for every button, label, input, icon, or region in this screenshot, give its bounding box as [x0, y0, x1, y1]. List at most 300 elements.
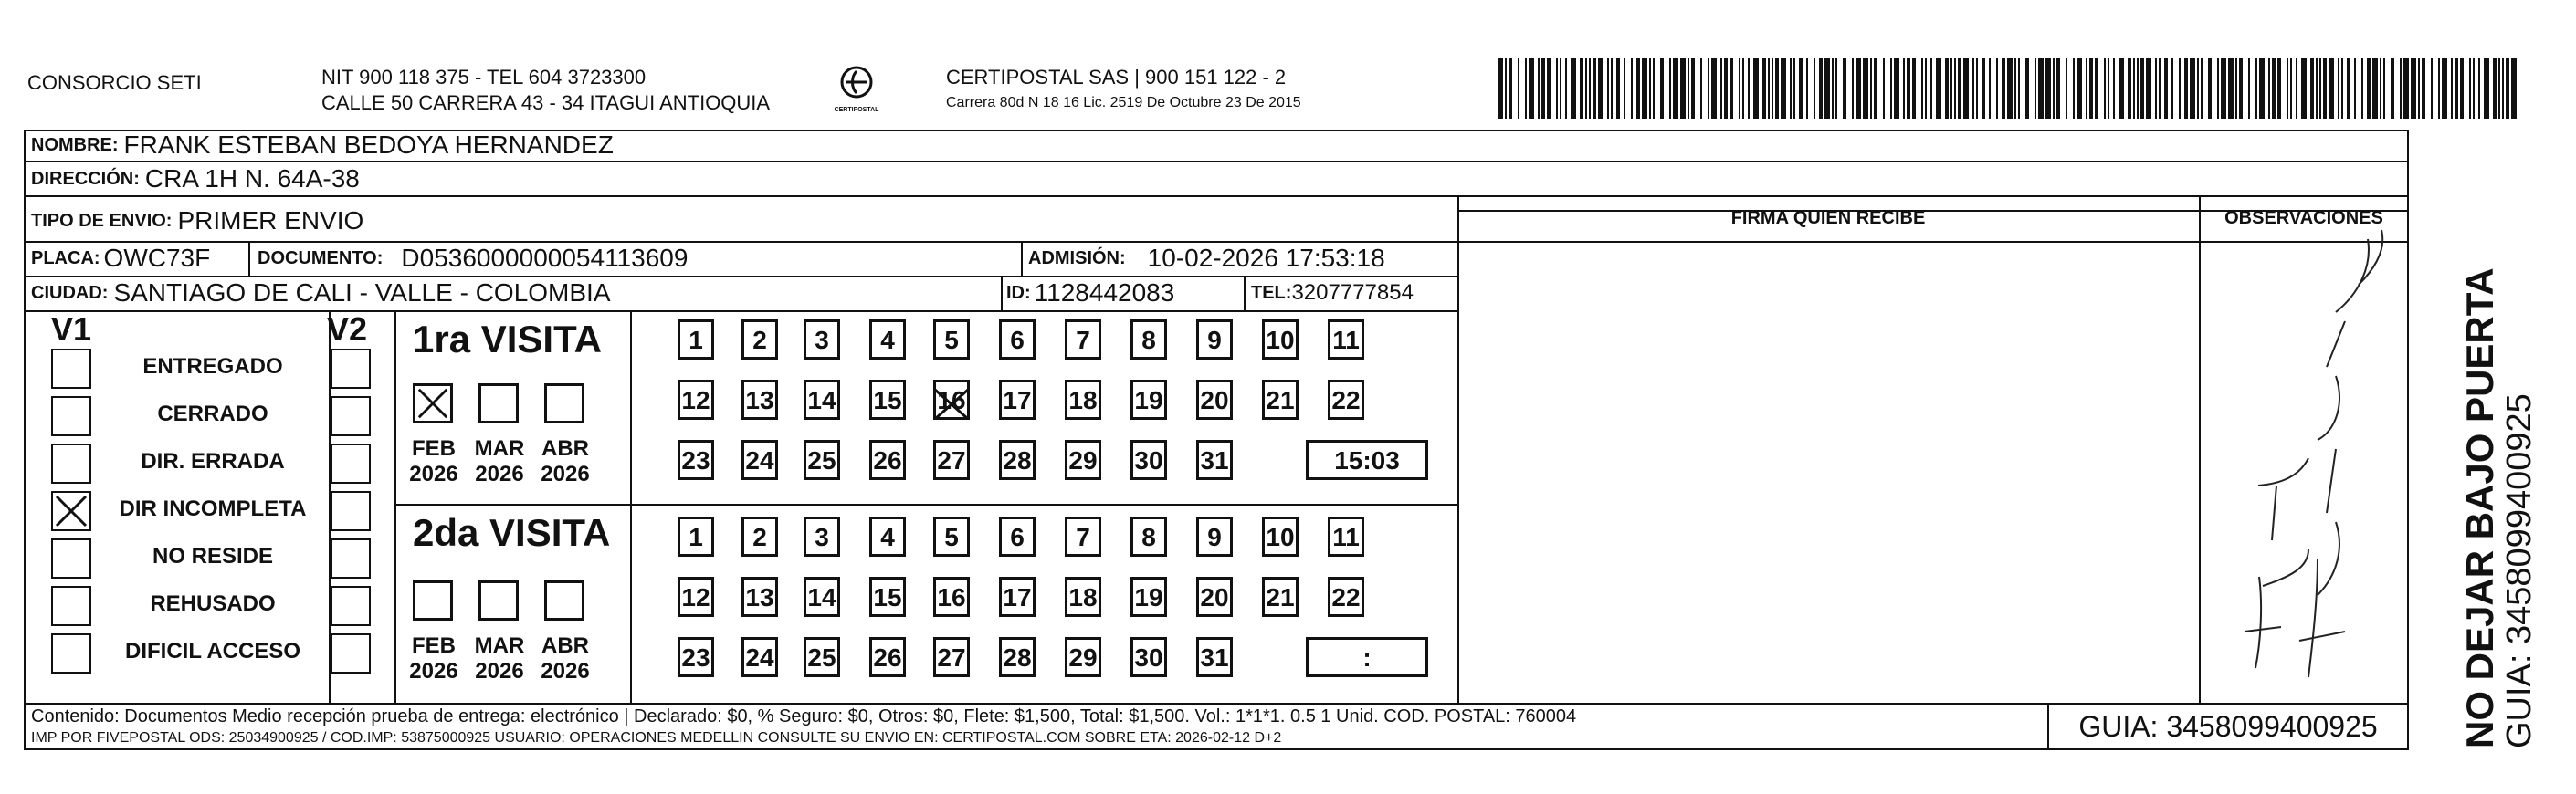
barcode-bar [2128, 58, 2131, 119]
day-box: 8 [1130, 517, 1167, 557]
barcode-bar [1505, 58, 1507, 119]
address-line: CALLE 50 CARRERA 43 - 34 ITAGUI ANTIOQUIA [321, 91, 771, 114]
day-box: 21 [1262, 577, 1299, 617]
barcode-bar [1669, 58, 1671, 119]
nombre-row [31, 130, 614, 161]
barcode-bar [1793, 58, 1795, 119]
id-value: 1128442083 [1034, 278, 1175, 307]
day-box: 16 [933, 577, 970, 617]
barcode-bar [1538, 58, 1540, 119]
day-box: 31 [1196, 440, 1233, 480]
barcode-bar [2119, 58, 2124, 119]
certipostal-line: CERTIPOSTAL SAS | 900 151 122 - 2 [946, 66, 1287, 89]
month-label [402, 436, 466, 487]
barcode-bar [2290, 58, 2292, 119]
barcode-bar [2133, 58, 2135, 119]
ciudad-label: CIUDAD: [31, 282, 109, 303]
barcode-bar [1498, 58, 1503, 119]
day-box: 26 [869, 440, 906, 480]
direccion-label: DIRECCIÓN: [31, 168, 140, 189]
day-box: 25 [804, 440, 840, 480]
barcode-bar [2159, 58, 2161, 119]
barcode-bar [2511, 58, 2517, 119]
barcode-bar [2319, 58, 2321, 119]
day-box: 30 [1130, 440, 1167, 480]
day-box: 28 [999, 440, 1036, 480]
barcode-bar [1976, 58, 1978, 119]
barcode-bar [2354, 58, 2356, 119]
v1-label: V1 [51, 310, 92, 348]
barcode-bar [1748, 58, 1750, 119]
barcode-bar [1529, 58, 1534, 119]
barcode-bar [1996, 58, 1998, 119]
barcode-bar [1611, 58, 1613, 119]
month-checkbox [413, 580, 453, 621]
month-label [402, 633, 466, 684]
day-box: 2 [741, 319, 778, 360]
no-dejar-bajo-puerta: NO DEJAR BAJO PUERTA [2458, 267, 2501, 748]
day-box: 22 [1328, 380, 1364, 420]
barcode-bar [1768, 58, 1770, 119]
barcode-bar [2403, 58, 2409, 119]
certipostal-logo [833, 64, 880, 113]
v1-checkbox [51, 538, 91, 579]
footer-guia: GUIA: 3458099400925 [2078, 709, 2378, 743]
month-name: MAR [474, 436, 525, 461]
barcode-bar [1739, 58, 1740, 119]
barcode-bar [2484, 58, 2489, 119]
day-box: 13 [741, 577, 778, 617]
barcode-bar [1724, 58, 1728, 119]
barcode-bar [1982, 58, 1985, 119]
barcode-bar [2235, 58, 2237, 119]
barcode [1498, 58, 2529, 119]
barcode-bar [2108, 58, 2109, 119]
direccion-row [31, 162, 360, 195]
barcode-bar [1945, 58, 1949, 119]
barcode-bar [1903, 58, 1905, 119]
barcode-bar [1708, 58, 1709, 119]
barcode-bar [1688, 58, 1689, 119]
barcode-bar [1874, 58, 1877, 119]
month-name: ABR [541, 436, 589, 461]
barcode-bar [1624, 58, 1625, 119]
barcode-bar [2077, 58, 2082, 119]
barcode-bar [2014, 58, 2016, 119]
day-box: 7 [1065, 319, 1101, 360]
barcode-bar [1799, 58, 1803, 119]
barcode-bar [2217, 58, 2219, 119]
day-box-marked: 16 [933, 380, 970, 420]
status-label: CERRADO [157, 402, 268, 426]
nombre-label: NOMBRE: [31, 134, 119, 155]
month-checkbox [478, 580, 519, 621]
footer-imp: IMP POR FIVEPOSTAL ODS: 25034900925 / COD.IMP: 53875000925 USUARIO: OPERACIONES MEDELLIN CONSULTE SU ENVIO EN: CERTIPOSTAL.COM SOBRE ETA: 2026-02-12 D+2 [31, 730, 1282, 746]
day-box: 11 [1328, 319, 1364, 360]
status-label: REHUSADO [150, 591, 276, 616]
ciudad-value: SANTIAGO DE CALI - VALLE - COLOMBIA [113, 278, 611, 307]
direccion-value: CRA 1H N. 64A-38 [144, 164, 360, 193]
day-box: 22 [1328, 577, 1364, 617]
admision-cell [1028, 241, 1385, 276]
barcode-bar [1525, 58, 1527, 119]
day-box: 9 [1196, 517, 1233, 557]
day-box: 21 [1262, 380, 1299, 420]
barcode-bar [1863, 58, 1868, 119]
day-box: 19 [1130, 380, 1167, 420]
day-box: 1 [678, 517, 714, 557]
month-label [533, 436, 597, 487]
barcode-bar [2323, 58, 2327, 119]
barcode-bar [2171, 58, 2173, 119]
barcode-bar [1989, 58, 1991, 119]
barcode-bar [2190, 58, 2195, 119]
first-visit-title: 1ra VISITA [413, 318, 602, 360]
v2-checkbox [331, 396, 371, 436]
barcode-bar [1547, 58, 1551, 119]
barcode-bar [1571, 58, 1576, 119]
barcode-bar [2146, 58, 2151, 119]
barcode-bar [1642, 58, 1647, 119]
barcode-bar [1819, 58, 1823, 119]
barcode-bar [2498, 58, 2500, 119]
barcode-bar [1541, 58, 1545, 119]
barcode-bar [2268, 58, 2270, 119]
barcode-bar [1673, 58, 1678, 119]
barcode-bar [2208, 58, 2212, 119]
logo-text: CERTIPOSTAL [834, 107, 879, 113]
barcode-bar [1607, 58, 1609, 119]
day-box: 4 [869, 517, 906, 557]
day-box: 5 [933, 517, 970, 557]
barcode-bar [1972, 58, 1974, 119]
barcode-bar [1925, 58, 1927, 119]
barcode-bar [1921, 58, 1923, 119]
barcode-bar [2221, 58, 2226, 119]
barcode-bar [2038, 58, 2044, 119]
barcode-bar [2506, 58, 2509, 119]
month-checkbox [544, 580, 584, 621]
barcode-bar [2053, 58, 2055, 119]
day-box: 12 [678, 577, 714, 617]
observaciones-label: OBSERVACIONES [2224, 208, 2383, 228]
barcode-bar [2137, 58, 2139, 119]
barcode-bar [1660, 58, 1664, 119]
barcode-bar [1912, 58, 1916, 119]
barcode-bar [2272, 58, 2276, 119]
barcode-bar [2383, 58, 2385, 119]
day-box: 15 [869, 577, 906, 617]
barcode-bar [2338, 58, 2339, 119]
day-box: 17 [999, 380, 1036, 420]
day-box: 10 [1262, 517, 1299, 557]
documento-value: D0536000000054113609 [401, 244, 689, 272]
day-box: 24 [741, 637, 778, 677]
observation-handwriting [2199, 212, 2409, 703]
status-label: DIR INCOMPLETA [119, 496, 307, 521]
barcode-bar [1518, 58, 1519, 119]
barcode-bar [2007, 58, 2013, 119]
day-box: 24 [741, 440, 778, 480]
barcode-bar [2164, 58, 2168, 119]
day-box: 3 [804, 517, 840, 557]
v2-checkbox [331, 538, 371, 579]
day-box: 26 [869, 637, 906, 677]
barcode-bar [1753, 58, 1759, 119]
barcode-bar [1775, 58, 1779, 119]
barcode-bar [1556, 58, 1558, 119]
nombre-value: FRANK ESTEBAN BEDOYA HERNANDEZ [123, 131, 614, 159]
barcode-bar [2391, 58, 2394, 119]
barcode-bar [1680, 58, 1686, 119]
barcode-bar [2239, 58, 2243, 119]
firma-label: FIRMA QUIEN RECIBE [1730, 208, 1926, 228]
barcode-bar [2197, 58, 2199, 119]
barcode-bar [1894, 58, 1899, 119]
barcode-bar [2455, 58, 2458, 119]
barcode-bar [2493, 58, 2497, 119]
barcode-bar [2372, 58, 2378, 119]
barcode-bar [2104, 58, 2106, 119]
footer-contenido: Contenido: Documentos Medio recepción prueba de entrega: electrónico | Declarado: $0, % Seguro: $0, Otros: $0, Flete: $1,500, Total: $1,500. Vol.: 1*1*1. 0.5 1 Unid. COD. POSTAL: 760004 [31, 706, 1577, 726]
barcode-bar [2248, 58, 2250, 119]
barcode-bar [2469, 58, 2471, 119]
barcode-bar [2113, 58, 2115, 119]
barcode-bar [1835, 58, 1837, 119]
day-box: 5 [933, 319, 970, 360]
barcode-bar [1856, 58, 1861, 119]
barcode-bar [1565, 58, 1567, 119]
month-name: FEB [412, 633, 456, 658]
barcode-bar [1653, 58, 1655, 119]
barcode-bar [1585, 58, 1587, 119]
barcode-bar [2431, 58, 2433, 119]
barcode-bar [2089, 58, 2093, 119]
day-box: 25 [804, 637, 840, 677]
day-box: 11 [1328, 517, 1364, 557]
day-box: 23 [678, 440, 714, 480]
barcode-bar [1930, 58, 1932, 119]
v2-checkbox [331, 349, 371, 389]
month-label [533, 633, 597, 684]
barcode-bar [1958, 58, 1961, 119]
month-year: 2026 [409, 462, 458, 486]
barcode-bar [2045, 58, 2051, 119]
tel-label: TEL: [1251, 282, 1292, 303]
barcode-bar [1580, 58, 1583, 119]
status-label: DIR. ERRADA [141, 449, 285, 474]
day-box: 3 [804, 319, 840, 360]
month-year: 2026 [475, 659, 524, 684]
barcode-bar [1616, 58, 1620, 119]
month-checkbox-checked [413, 383, 453, 423]
barcode-bar [1560, 58, 1561, 119]
time-box: 15:03 [1306, 440, 1428, 480]
barcode-bar [2473, 58, 2475, 119]
month-label [468, 436, 531, 487]
id-label: ID: [1006, 282, 1031, 303]
barcode-bar [2201, 58, 2203, 119]
v1-checkbox [51, 586, 91, 626]
company-name: CONSORCIO SETI [27, 71, 202, 94]
barcode-bar [2259, 58, 2265, 119]
v1-checkbox [51, 396, 91, 436]
barcode-bar [2422, 58, 2425, 119]
day-box: 18 [1065, 577, 1101, 617]
barcode-bar [1649, 58, 1651, 119]
barcode-bar [1598, 58, 1603, 119]
admision-value: 10-02-2026 17:53:18 [1147, 244, 1385, 272]
barcode-bar [2155, 58, 2157, 119]
v1-checkbox [51, 633, 91, 674]
barcode-bar [2018, 58, 2020, 119]
day-box: 20 [1196, 577, 1233, 617]
day-box: 1 [678, 319, 714, 360]
documento-label: DOCUMENTO: [258, 247, 384, 268]
status-label: DIFICIL ACCESO [124, 639, 300, 663]
barcode-bar [1636, 58, 1640, 119]
barcode-bar [1870, 58, 1872, 119]
day-box: 6 [999, 517, 1036, 557]
barcode-bar [2086, 58, 2087, 119]
day-box: 20 [1196, 380, 1233, 420]
barcode-bar [2184, 58, 2188, 119]
day-box: 12 [678, 380, 714, 420]
month-year: 2026 [409, 659, 458, 684]
day-box: 13 [741, 380, 778, 420]
barcode-bar [1890, 58, 1892, 119]
barcode-bar [1824, 58, 1830, 119]
tipo-envio-label: TIPO DE ENVIO: [31, 210, 173, 231]
barcode-bar [2341, 58, 2343, 119]
placa-label: PLACA: [31, 247, 100, 268]
month-checkbox [544, 383, 584, 423]
day-box: 27 [933, 637, 970, 677]
barcode-bar [1742, 58, 1744, 119]
barcode-bar [2460, 58, 2464, 119]
barcode-bar [2255, 58, 2257, 119]
v2-checkbox [331, 633, 371, 674]
ciudad-cell [31, 276, 611, 310]
barcode-bar [2056, 58, 2060, 119]
tipo-envio-value: PRIMER ENVIO [177, 206, 364, 235]
barcode-bar [1883, 58, 1885, 119]
barcode-bar [2277, 58, 2281, 119]
barcode-bar [1631, 58, 1633, 119]
barcode-bar [2478, 58, 2480, 119]
barcode-bar [1772, 58, 1773, 119]
day-box: 9 [1196, 319, 1233, 360]
month-name: ABR [541, 633, 589, 658]
barcode-bar [1593, 58, 1596, 119]
barcode-bar [2451, 58, 2453, 119]
month-year: 2026 [475, 462, 524, 486]
barcode-bar [2502, 58, 2504, 119]
day-box: 8 [1130, 319, 1167, 360]
day-box: 14 [804, 380, 840, 420]
barcode-bar [1762, 58, 1766, 119]
day-box: 18 [1065, 380, 1101, 420]
barcode-bar [2296, 58, 2297, 119]
side-guia: GUIA: 3458099400925 [2500, 393, 2539, 748]
barcode-bar [2066, 58, 2067, 119]
day-box: 4 [869, 319, 906, 360]
barcode-bar [1790, 58, 1792, 119]
barcode-bar [1832, 58, 1834, 119]
day-box: 7 [1065, 517, 1101, 557]
v1-checkbox [51, 349, 91, 389]
time-box: : [1306, 637, 1428, 677]
status-label: NO RESIDE [152, 544, 274, 569]
barcode-bar [2418, 58, 2420, 119]
barcode-bar [1700, 58, 1702, 119]
placa-value: OWC73F [103, 244, 211, 272]
barcode-bar [2442, 58, 2447, 119]
v2-checkbox [331, 491, 371, 531]
day-box: 27 [933, 440, 970, 480]
second-visit-title: 2da VISITA [413, 511, 611, 554]
month-label [468, 633, 531, 684]
day-box: 10 [1262, 319, 1299, 360]
barcode-bar [2228, 58, 2234, 119]
barcode-bar [2367, 58, 2371, 119]
barcode-bar [2347, 58, 2350, 119]
barcode-bar [1950, 58, 1952, 119]
barcode-bar [2438, 58, 2440, 119]
license-line: Carrera 80d N 18 16 Lic. 2519 De Octubre 23 De 2015 [946, 95, 1301, 110]
barcode-bar [2361, 58, 2363, 119]
barcode-bar [2310, 58, 2314, 119]
barcode-bar [1720, 58, 1722, 119]
day-box: 17 [999, 577, 1036, 617]
tipo-envio-row [31, 203, 363, 239]
day-box: 14 [804, 577, 840, 617]
day-box: 15 [869, 380, 906, 420]
barcode-bar [2073, 58, 2075, 119]
barcode-bar [2140, 58, 2144, 119]
barcode-bar [1954, 58, 1956, 119]
barcode-bar [1781, 58, 1786, 119]
day-box: 23 [678, 637, 714, 677]
barcode-bar [2002, 58, 2005, 119]
month-checkbox [478, 383, 519, 423]
barcode-bar [1589, 58, 1591, 119]
month-name: MAR [474, 633, 525, 658]
barcode-bar [1691, 58, 1695, 119]
nit-line: NIT 900 118 375 - TEL 604 3723300 [321, 66, 647, 89]
day-box: 30 [1130, 637, 1167, 677]
v1-checkbox-checked [51, 491, 91, 531]
day-box: 28 [999, 637, 1036, 677]
barcode-bar [2329, 58, 2334, 119]
barcode-bar [1936, 58, 1941, 119]
admision-label: ADMISIÓN: [1028, 247, 1126, 268]
day-box: 31 [1196, 637, 1233, 677]
documento-cell [258, 241, 688, 276]
barcode-bar [2287, 58, 2288, 119]
barcode-bar [1852, 58, 1854, 119]
placa-cell [31, 241, 210, 276]
barcode-bar [2411, 58, 2416, 119]
month-year: 2026 [541, 659, 590, 684]
barcode-bar [2316, 58, 2318, 119]
barcode-bar [2400, 58, 2402, 119]
barcode-bar [1711, 58, 1717, 119]
day-box: 29 [1065, 440, 1101, 480]
barcode-bar [2380, 58, 2381, 119]
barcode-bar [2025, 58, 2029, 119]
barcode-bar [1730, 58, 1733, 119]
